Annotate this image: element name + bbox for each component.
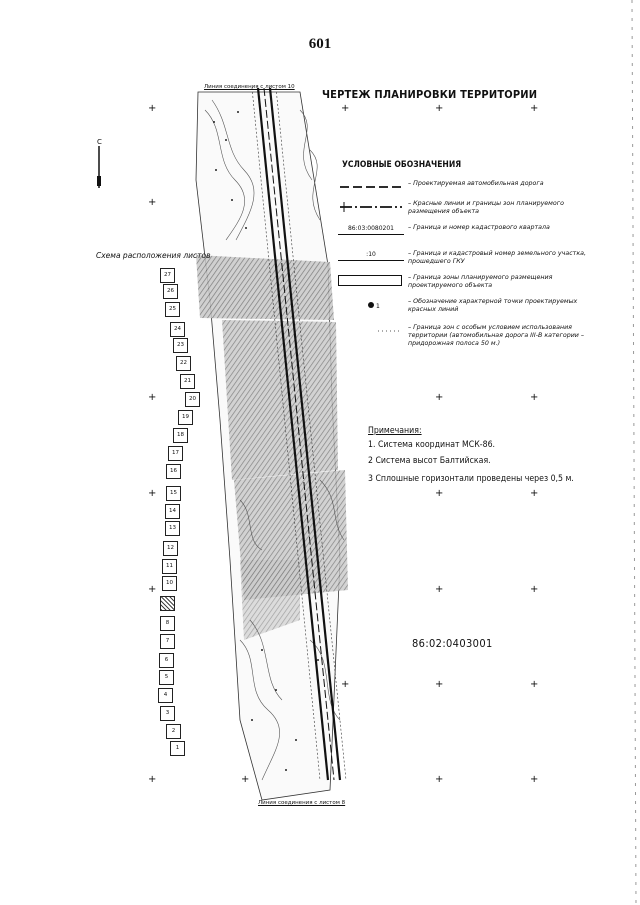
legend-text: – Граница и номер кадастрового квартала: [408, 224, 550, 231]
sheet-2: 2: [166, 724, 181, 739]
grid-cross: +: [435, 488, 444, 499]
grid-cross: +: [435, 392, 444, 403]
grid-cross: +: [341, 103, 350, 114]
sheet-6: 6: [159, 653, 174, 668]
sheet-10: 10: [162, 576, 177, 591]
zone-box-icon: [338, 275, 402, 286]
sheet-21: 21: [180, 374, 195, 389]
sheet-4: 4: [158, 688, 173, 703]
sheet-14: 14: [165, 504, 180, 519]
sheet-5: 5: [159, 670, 174, 685]
legend-text: – Граница зоны планируемого размещения проектируемого объекта: [408, 274, 553, 289]
sheet-12: 12: [163, 541, 178, 556]
sheet-17: 17: [168, 446, 183, 461]
grid-cross: +: [148, 392, 157, 403]
legend-text: – Граница зон с особым условием использования территории (автомобильная дорога III-В категории – придорожная полоса 50 м.): [408, 324, 585, 347]
sheet-24: 24: [170, 322, 185, 337]
page-title: ЧЕРТЕЖ ПЛАНИРОВКИ ТЕРРИТОРИИ: [322, 88, 538, 101]
sheet-9-current: [160, 596, 175, 611]
north-letter: С: [97, 138, 102, 146]
sheet-20: 20: [185, 392, 200, 407]
sheet-26: 26: [163, 284, 178, 299]
grid-cross: +: [435, 103, 444, 114]
sheet-23: 23: [173, 338, 188, 353]
sheet-11: 11: [162, 559, 177, 574]
north-arrow-icon: [95, 146, 105, 196]
sheet-25: 25: [165, 302, 180, 317]
sheet-18: 18: [173, 428, 188, 443]
legend-text: – Проектируемая автомобильная дорога: [408, 180, 544, 187]
connection-line-bottom: Линия соединения с листом 8: [258, 800, 346, 806]
sheet-27: 27: [160, 268, 175, 283]
legend-text: – Граница и кадастровый номер земельного участка, прошедшего ГКУ: [408, 250, 587, 265]
dashed-line-icon: [338, 180, 404, 194]
grid-cross: +: [148, 488, 157, 499]
grid-cross: +: [530, 392, 539, 403]
grid-cross: +: [530, 488, 539, 499]
grid-cross: +: [435, 584, 444, 595]
grid-cross: +: [148, 774, 157, 785]
land-plot-symbol: :10: [338, 250, 404, 261]
page-number: 601: [308, 36, 332, 52]
sheet-8: 8: [160, 616, 175, 631]
sheet-13: 13: [165, 521, 180, 536]
legend-text: – Красные линии и границы зон планируемого размещения объекта: [408, 200, 564, 215]
notes-title: Примечания:: [368, 426, 422, 436]
note-line: 3 Сплошные горизонтали проведены через 0,5 м.: [368, 474, 574, 484]
sheet-1: 1: [170, 741, 185, 756]
point-symbol-label: 1: [376, 303, 380, 310]
sheet-layout-title: Схема расположения листов: [96, 251, 211, 260]
legend-text: – Обозначение характерной точки проектируемых красных линий: [408, 298, 578, 313]
legend-title: УСЛОВНЫЕ ОБОЗНАЧЕНИЯ: [342, 160, 462, 170]
note-line: 1. Система координат МСК-86.: [368, 440, 496, 450]
grid-cross: +: [341, 679, 350, 690]
grid-cross: +: [241, 774, 250, 785]
sheet-15: 15: [166, 486, 181, 501]
note-line: 2 Система высот Балтийская.: [368, 456, 491, 466]
sheet-19: 19: [178, 410, 193, 425]
grid-cross: +: [530, 774, 539, 785]
sheet-7: 7: [160, 634, 175, 649]
notes: [368, 424, 574, 486]
grid-cross: +: [148, 103, 157, 114]
dotted-line-icon: [338, 324, 404, 338]
grid-cross: +: [435, 679, 444, 690]
sheet-22: 22: [176, 356, 191, 371]
hatched-zone: [222, 320, 338, 480]
hatched-zone: [196, 255, 334, 320]
grid-cross: +: [148, 584, 157, 595]
cadastral-quarter-number: 86:02:0403001: [412, 637, 493, 650]
scan-edge: [632, 0, 636, 905]
grid-cross: +: [530, 679, 539, 690]
grid-cross: +: [530, 584, 539, 595]
connection-line-top: Линия соединения с листом 10: [204, 84, 295, 90]
grid-cross: +: [148, 197, 157, 208]
quarter-symbol: 86:03:0080201: [338, 224, 404, 235]
point-icon: [338, 298, 404, 312]
grid-cross: +: [530, 103, 539, 114]
sheet-3: 3: [160, 706, 175, 721]
red-line-icon: [338, 200, 404, 214]
sheet-16: 16: [166, 464, 181, 479]
grid-cross: +: [435, 774, 444, 785]
